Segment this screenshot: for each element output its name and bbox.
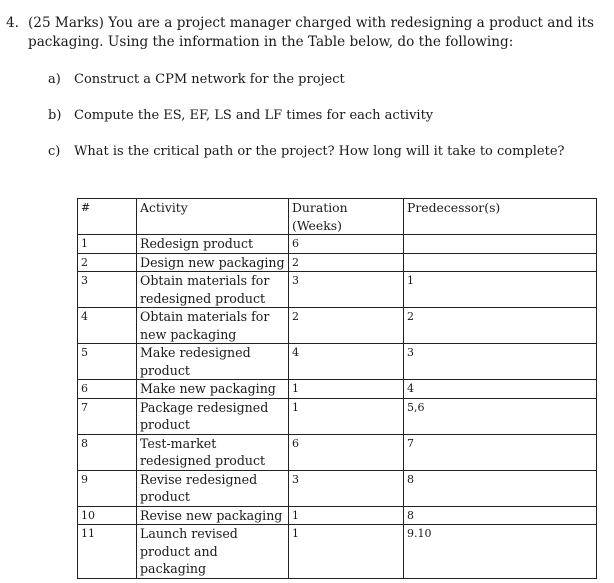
part-b [48,108,433,123]
header-duration: Duration (Weeks) [289,199,404,235]
part-label: a) [48,72,61,87]
activity-duration: 3 [289,470,404,506]
activity-predecessors: 1 [404,272,597,308]
activity-duration: 6 [289,235,404,254]
activity-number: 2 [78,253,137,272]
table-row [78,470,597,506]
table-row [78,398,597,434]
activity-predecessors: 9.10 [404,525,597,579]
activity-duration: 1 [289,525,404,579]
question-block [6,14,610,52]
activity-name: Package redesigned product [137,398,289,434]
activity-predecessors: 7 [404,434,597,470]
activity-predecessors: 8 [404,470,597,506]
header-predecessors: Predecessor(s) [404,199,597,235]
activity-predecessors: 2 [404,308,597,344]
question-text: (25 Marks) You are a project manager charged with redesigning a product and its packaging. Using the information in the Table below, do the following: [28,15,594,50]
activity-predecessors: 5,6 [404,398,597,434]
activity-predecessors: 8 [404,506,597,525]
activity-name: Obtain materials for redesigned product [137,272,289,308]
part-a [48,72,345,87]
activity-name: Design new packaging [137,253,289,272]
part-text: What is the critical path or the project? How long will it take to complete? [74,144,565,159]
activity-number: 9 [78,470,137,506]
table-row [78,272,597,308]
activity-predecessors [404,235,597,254]
activity-number: 8 [78,434,137,470]
table-row [78,525,597,579]
activity-number: 4 [78,308,137,344]
activity-number: 1 [78,235,137,254]
activity-table [77,198,597,579]
activity-duration: 6 [289,434,404,470]
activity-number: 5 [78,344,137,380]
activity-predecessors: 3 [404,344,597,380]
activity-duration: 4 [289,344,404,380]
part-label: c) [48,144,61,159]
activity-duration: 2 [289,308,404,344]
part-text: Compute the ES, EF, LS and LF times for each activity [74,108,434,123]
activity-duration: 1 [289,506,404,525]
activity-duration: 3 [289,272,404,308]
table-row [78,235,597,254]
activity-duration: 1 [289,380,404,399]
activity-name: Make redesigned product [137,344,289,380]
activity-name: Make new packaging [137,380,289,399]
activity-predecessors [404,253,597,272]
activity-name: Redesign product [137,235,289,254]
activity-name: Launch revised product and packaging [137,525,289,579]
table-row [78,253,597,272]
table-header-row [78,199,597,235]
activity-number: 3 [78,272,137,308]
activity-number: 11 [78,525,137,579]
activity-duration: 1 [289,398,404,434]
activity-number: 10 [78,506,137,525]
question-number: 4. [6,15,19,31]
header-number: # [78,199,137,235]
table-row [78,308,597,344]
part-c [48,144,565,159]
activity-name: Revise redesigned product [137,470,289,506]
part-text: Construct a CPM network for the project [74,72,345,87]
activity-name: Test-market redesigned product [137,434,289,470]
activity-name: Obtain materials for new packaging [137,308,289,344]
table-row [78,506,597,525]
header-activity: Activity [137,199,289,235]
activity-number: 6 [78,380,137,399]
activity-name: Revise new packaging [137,506,289,525]
activity-number: 7 [78,398,137,434]
part-label: b) [48,108,62,123]
table-row [78,344,597,380]
activity-predecessors: 4 [404,380,597,399]
activity-duration: 2 [289,253,404,272]
table-row [78,380,597,399]
table-row [78,434,597,470]
